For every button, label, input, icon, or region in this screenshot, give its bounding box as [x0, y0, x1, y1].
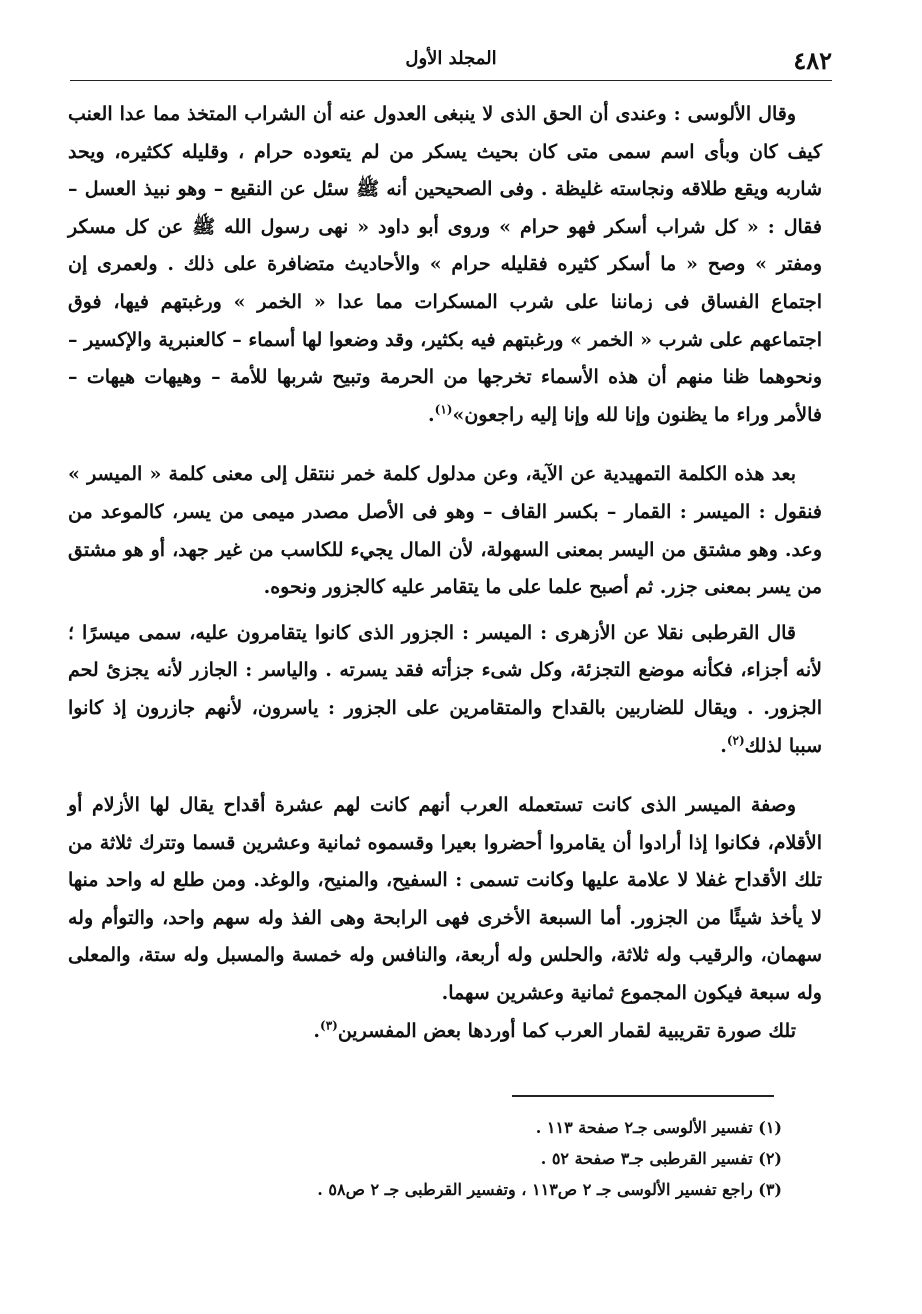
footnote-2: (٢) تفسير القرطبى جـ٣ صفحة ٥٢ . [540, 1149, 782, 1168]
footnote-ref: (١) [434, 402, 453, 417]
footnote-ref: (٢) [726, 733, 745, 748]
page-number: ٤٨٢ [793, 46, 832, 75]
paragraph-text: تلك صورة تقريبية لقمار العرب كما أوردها بعض المفسرين [337, 1019, 796, 1042]
paragraph-text: وقال الألوسى : وعندى أن الحق الذى لا ينبغى العدول عنه أن الشراب المتخذ مما عدا العنب كيف كان وبأى اسم سمى متى كان بحيث يسكر من لم يتعوده حرام ، وقليله ككثيره، ويحد شاربه ويقع طلاقه ونجاسته غليظة . وفى الصحيحين أنه ﷺ سئل عن النقيع – وهو نبيذ العسل – فقال : « كل شراب أسكر فهو حرام » وروى أبو داود « نهى رسول الله ﷺ عن كل مسكر ومفتر » وصح « ما أسكر كثيره فقليله حرام » والأحاديث متضافرة على ذلك . ولعمرى إن اجتماع الفساق فى زماننا على شرب المسكرات مما عدا « الخمر » ورغبتهم فيها، فوق اجتماعهم على شرب « الخمر » ورغبتهم فيه بكثير، وقد وضعوا لها أسماء – كالعنبرية والإكسير – ونحوهما ظنا منهم أن هذه الأسماء تخرجها من الحرمة وتبيح شربها للأمة – وهيهات هيهات – فالأمر وراء ما يظنون وإنا لله وإنا إليه راجعون» [68, 103, 822, 426]
paragraph-text: وصفة الميسر الذى كانت تستعمله العرب أنهم كانت لهم عشرة أقداح يقال لها الأزلام أو الأقلام، فكانوا إذا أرادوا أن يقامروا أحضروا بعيرا وقسموه ثمانية وعشرين قسما وتترك ثلاثة من تلك الأقداح غفلا لا علامة عليها وكانت تسمى : السفيح، والمنيح، والوغد. ومن طلع له واحد منها لا يأخذ شيئًا من الجزور. أما السبعة الأخرى فهى الرابحة وهى الفذ وله سهم واحد، والتوأم وله سهمان، والرقيب وله ثلاثة، والحلس وله أربعة، والنافس وله خمسة والمسبل وله ستة، والمعلى وله سبعة فيكون المجموع ثمانية وعشرين سهما. [68, 794, 822, 1005]
page-header [70, 40, 832, 80]
trailing-punct: . [428, 403, 435, 426]
running-title: المجلد الأول [405, 48, 497, 69]
paragraph-alusi-quote [68, 96, 822, 434]
footnote-separator [512, 1095, 774, 1097]
footnote-ref: (٣) [320, 1018, 338, 1033]
main-text [68, 96, 822, 1050]
footnotes [142, 1112, 782, 1205]
paragraph-text: قال القرطبى نقلا عن الأزهرى : الميسر : الجزور الذى كانوا يتقامرون عليه، سمى ميسرًا ؛ لأنه أجزاء، فكأنه موضع التجزئة، وكل شىء جزأته فقد يسرته . والياسر : الجازر لأنه يجزئ لحم الجزور. . ويقال للضاربين بالقداح والمتقامرين على الجزور : ياسرون، لأنهم جازرون إذ كانوا سببا لذلك [68, 621, 822, 757]
paragraph-maysir-description [68, 787, 822, 1013]
footnote-1: (١) تفسير الألوسى جـ٢ صفحة ١١٣ . [535, 1118, 782, 1137]
trailing-punct: . [720, 734, 727, 757]
footnote-3: (٣) راجع تفسير الألوسى جـ ٢ ص١١٣ ، وتفسير القرطبى جـ ٢ ص٥٨ . [317, 1180, 782, 1199]
header-rule [70, 80, 832, 81]
paragraph-qurtubi-quote [68, 615, 822, 765]
paragraph-maysir-definition [68, 456, 822, 606]
paragraph-conclusion [68, 1013, 822, 1051]
paragraph-text: بعد هذه الكلمة التمهيدية عن الآية، وعن مدلول كلمة خمر ننتقل إلى معنى كلمة « الميسر » فنقول : الميسر : القمار – بكسر القاف – وهو فى الأصل مصدر ميمى من يسر، كالموعد من وعد. وهو مشتق من اليسر بمعنى السهولة، لأن المال يجيء للكاسب من غير جهد، أو هو مشتق من يسر بمعنى جزر. ثم أصبح علما على ما يتقامر عليه كالجزور ونحوه. [68, 463, 822, 599]
trailing-punct: . [313, 1019, 320, 1042]
